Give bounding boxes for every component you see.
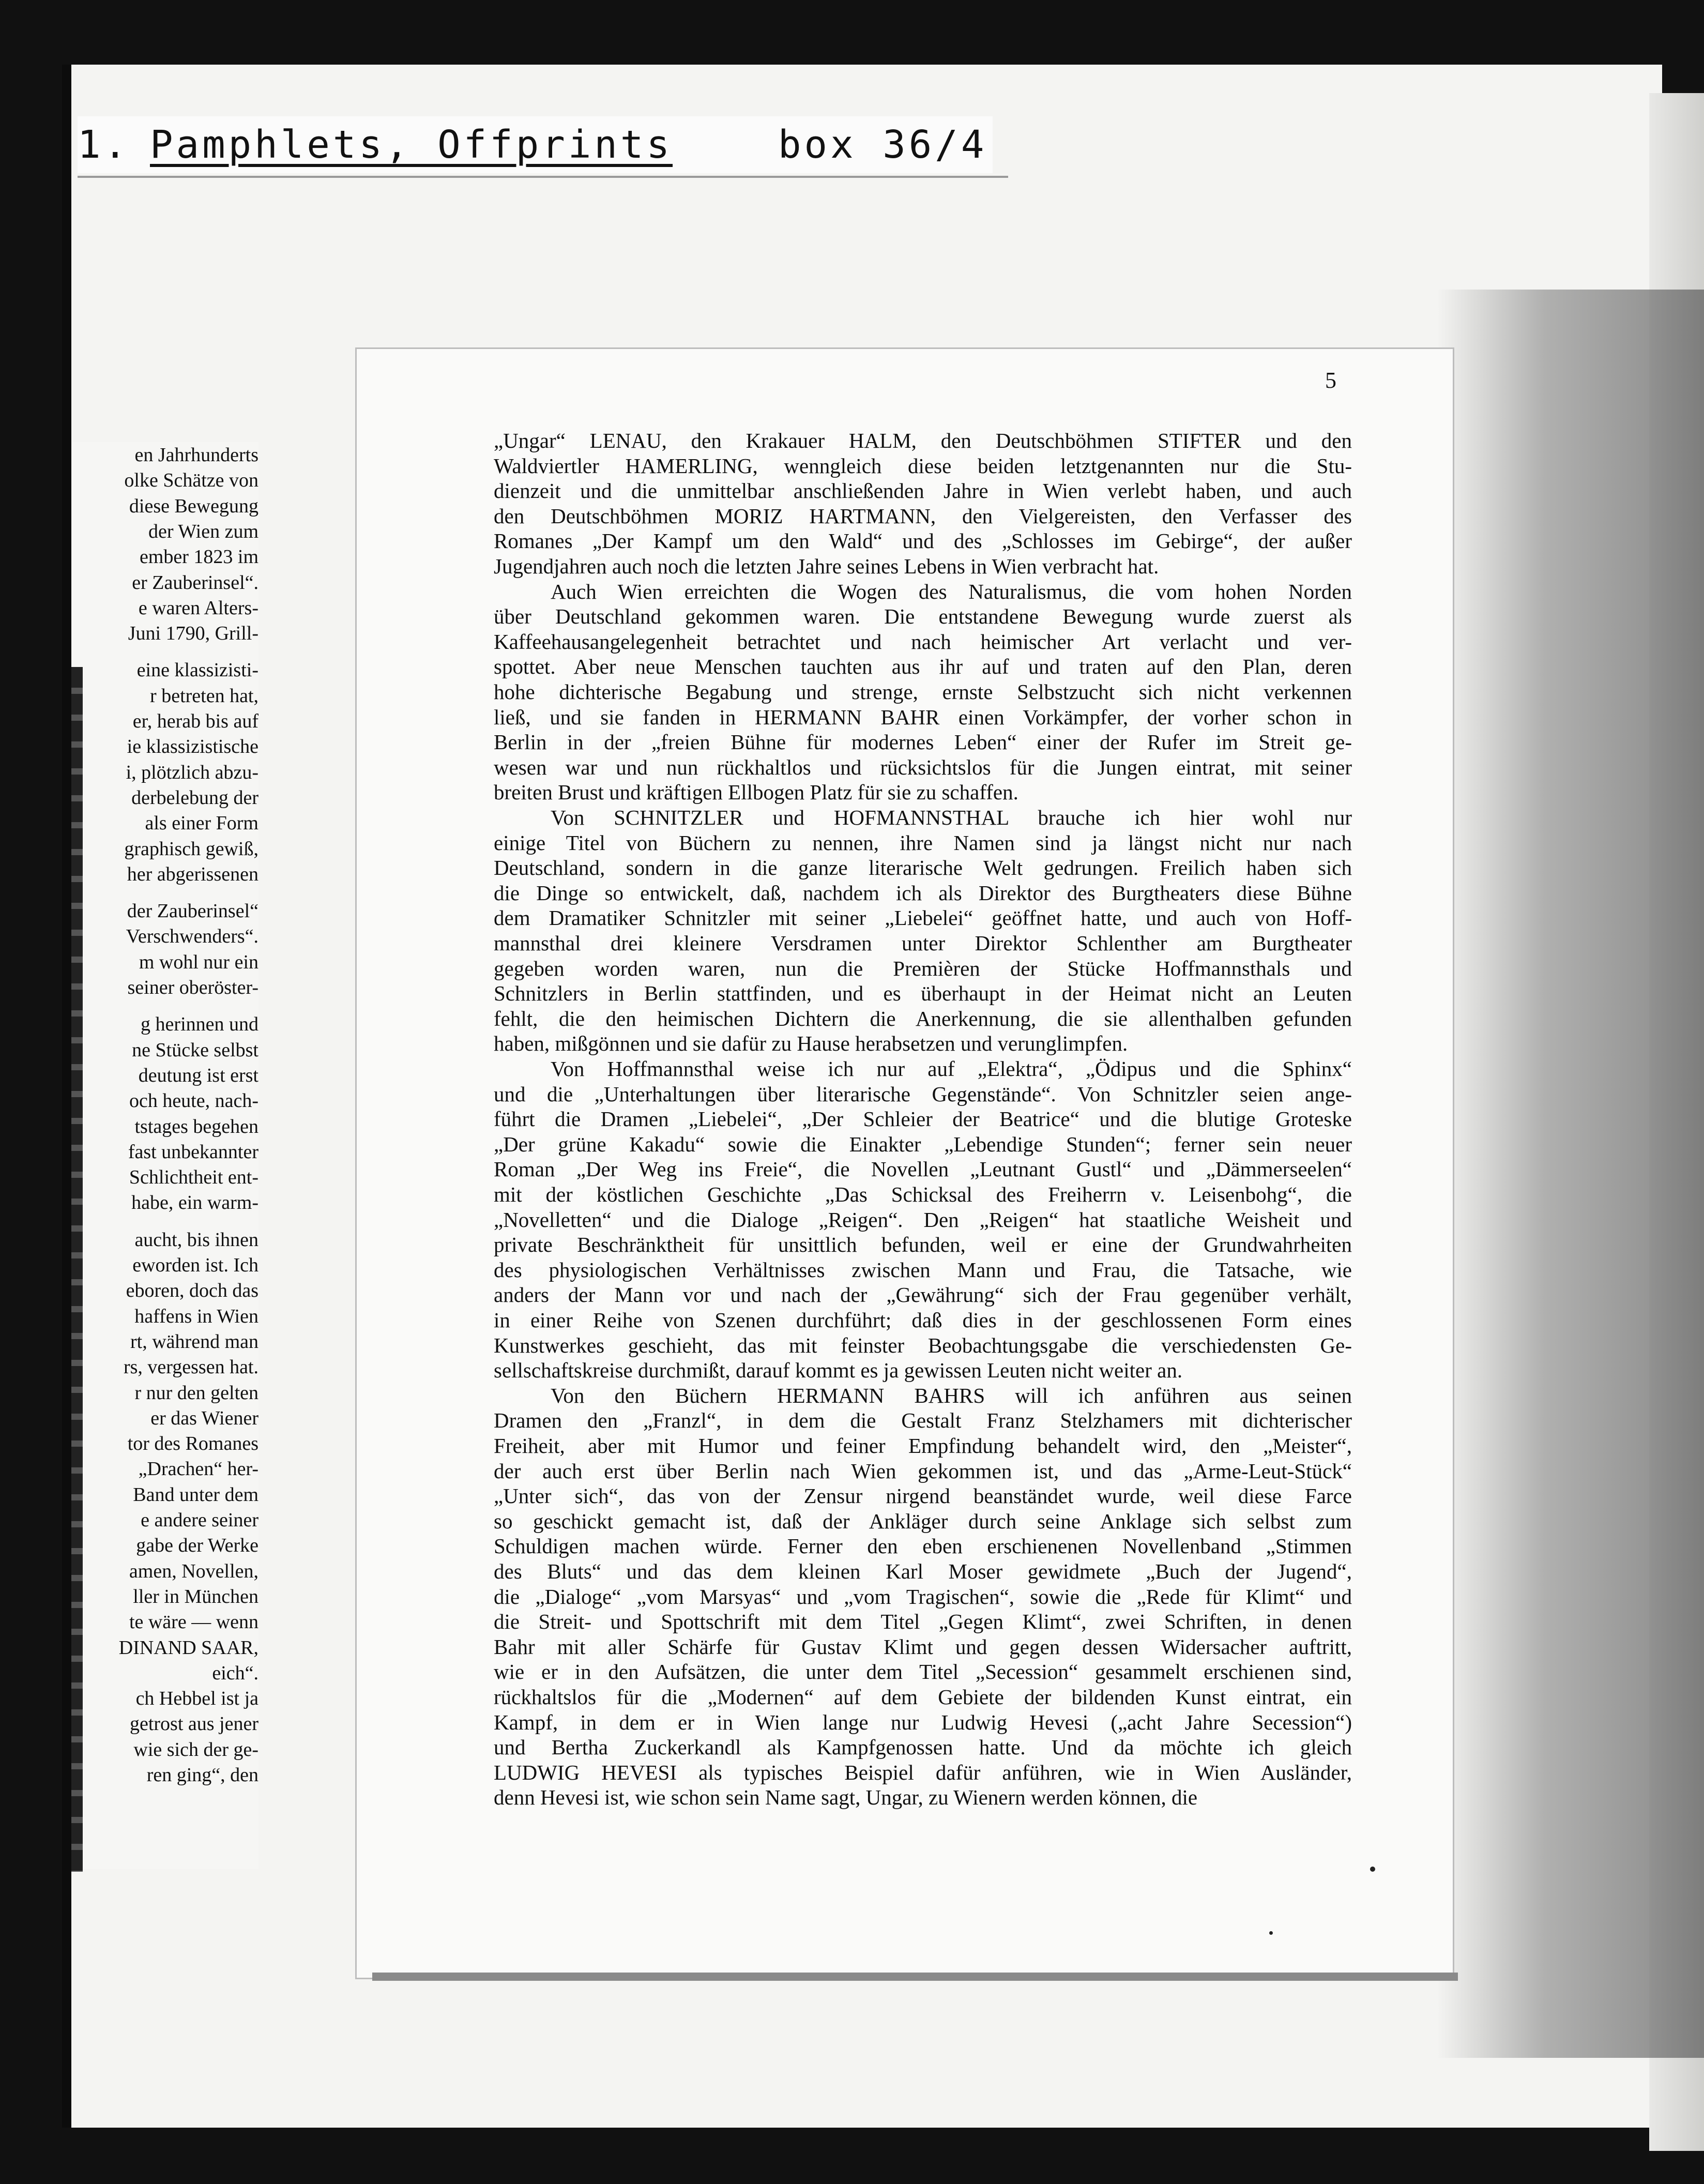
left-column-line: te wäre — wenn [129, 1611, 258, 1633]
text-line: dienzeit und die unmittelbar anschließenden Jahre in Wien verlebt haben, und auch [494, 479, 1352, 503]
page-number: 5 [1325, 368, 1336, 393]
left-column-line: der Wien zum [148, 520, 258, 542]
previous-page-column [72, 442, 258, 1869]
left-column-line: Juni 1790, Grill- [128, 623, 258, 645]
text-line: Von Hoffmannsthal weise ich nur auf „Elektra“, „Ödipus und die Sphinx“ [551, 1057, 1352, 1081]
text-line: wie er in den Aufsätzen, die unter dem Titel „Secession“ gesammelt erschienen sind, [494, 1660, 1352, 1684]
left-column-line: er das Wiener [150, 1407, 258, 1429]
text-line: die „Dialoge“ „vom Marsyas“ und „vom Tragischen“, sowie die „Rede für Klimt“ und [494, 1584, 1352, 1609]
text-line: die Streit- und Spottschrift mit dem Titel „Gegen Klimt“, zwei Schriften, in denen [494, 1610, 1352, 1634]
text-line: gegeben worden waren, nun die Premièren der Stücke Hoffmannsthals und [494, 956, 1352, 980]
left-column-line: e andere seiner [141, 1509, 258, 1531]
left-column-line: er, herab bis auf [132, 710, 258, 732]
label-series: Pamphlets, Offprints [150, 123, 673, 167]
text-line: über Deutschland gekommen waren. Die entstandene Bewegung wurde zuerst als [494, 604, 1352, 629]
left-column-line: ne Stücke selbst [132, 1039, 258, 1061]
left-column-line: DINAND SAAR, [118, 1636, 258, 1659]
text-line: wesen war und nun rückhaltlos und rücksichtslos für die Jungen eintrat, mit seiner [494, 755, 1352, 779]
left-column-line: och heute, nach- [129, 1090, 258, 1112]
text-line: der auch erst über Berlin nach Wien gekommen ist, und das „Arme-Leut-Stück“ [494, 1459, 1352, 1483]
left-column-line: aucht, bis ihnen [134, 1228, 258, 1251]
label-number: 1. [78, 123, 130, 167]
left-column-line: „Drachen“ her- [138, 1458, 258, 1480]
text-line: Kunstwerkes geschieht, das mit feinster Beobachtungsgabe die verschiedensten Ge- [494, 1333, 1352, 1357]
ink-speck [1370, 1867, 1375, 1872]
text-line: Kaffeehausangelegenheit betrachtet und nach heimischer Art verlacht und ver- [494, 629, 1352, 654]
sheet-left-border [62, 65, 71, 2128]
text-line: Bahr mit aller Schärfe für Gustav Klimt und gegen dessen Widersacher auftritt, [494, 1634, 1352, 1659]
text-line: in einer Reihe von Szenen durchführt; daß dies in der geschlossenen Form eines [494, 1308, 1352, 1332]
left-column-line: tor des Romanes [127, 1433, 258, 1455]
left-column-line: Band unter dem [133, 1483, 258, 1506]
left-column-line: e waren Alters- [138, 597, 258, 619]
text-line: Auch Wien erreichten die Wogen des Naturalismus, die vom hohen Norden [551, 579, 1352, 603]
text-line: „Unter sich“, das von der Zensur nirgend beanständet wurde, weil diese Farce [494, 1484, 1352, 1508]
text-line: Freiheit, aber mit Humor und feiner Empfindung behandelt wird, den „Meister“, [494, 1434, 1352, 1458]
left-column-line: r betreten hat, [150, 685, 258, 707]
left-column-line: m wohl nur ein [139, 951, 258, 973]
left-column-line: olke Schätze von [124, 469, 258, 492]
text-line: Von den Büchern HERMANN BAHRS will ich anführen aus seinen [551, 1383, 1352, 1407]
text-line: „Der grüne Kakadu“ sowie die Einakter „Lebendige Stunden“; ferner sein neuer [494, 1132, 1352, 1156]
left-column-line: i, plötzlich abzu- [126, 761, 258, 783]
left-column-line: seiner oberöster- [127, 977, 258, 998]
text-line: mannsthal drei kleinere Versdramen unter Direktor Schlenther am Burgtheater [494, 931, 1352, 955]
text-line: und die „Unterhaltungen über literarische Gegenstände“. Von Schnitzler seien ange- [494, 1082, 1352, 1106]
text-line: des physiologischen Verhältnisses zwischen Mann und Frau, die Tatsache, wie [494, 1257, 1352, 1282]
text-line: sellschaftskreise durchmißt, darauf kommt es ja gewissen Leuten nicht weiter an. [494, 1358, 1183, 1383]
label-box: box 36/4 [778, 123, 987, 167]
left-column-line: eboren, doch das [126, 1280, 258, 1302]
text-line: private Beschränktheit für unsittlich befunden, weil er eine der Grundwahrheiten [494, 1233, 1352, 1257]
text-line: spottet. Aber neue Menschen tauchten aus ihr auf und traten auf den Plan, deren [494, 655, 1352, 679]
text-line: Berlin in der „freien Bühne für modernes Leben“ einer der Rufer im Streit ge- [494, 730, 1352, 754]
text-line: Kampf, in dem er in Wien lange nur Ludwig Hevesi („acht Jahre Secession“) [494, 1710, 1352, 1734]
folder-label [78, 116, 993, 173]
left-column-line: Verschwenders“. [126, 926, 258, 948]
text-line: anders der Mann vor und nach der „Gewährung“ sich der Frau gegenüber verhält, [494, 1283, 1352, 1307]
text-line: dem Dramatiker Schnitzler mit seiner „Liebelei“ geöffnet hatte, und auch von Hoff- [494, 906, 1352, 930]
left-column-line: fast unbekannter [128, 1141, 258, 1163]
text-line: Von SCHNITZLER und HOFMANNSTHAL brauche ich hier wohl nur [551, 806, 1352, 829]
left-column-line: Schlichtheit ent- [129, 1166, 258, 1189]
text-line: so geschickt gemacht ist, daß der Ankläger durch seine Anklage sich selbst zum [494, 1509, 1352, 1533]
text-line: Deutschland, sondern in die ganze literarische Welt gedrungen. Freilich haben sich [494, 856, 1352, 880]
left-column-line: wie sich der ge- [133, 1738, 258, 1761]
text-line: den Deutschböhmen MORIZ HARTMANN, den Vielgereisten, den Verfasser des [494, 504, 1352, 528]
left-column-line: en Jahrhunderts [134, 444, 258, 466]
text-line: des Bluts“ und das dem kleinen Karl Moser gewidmete „Buch der Jugend“, [494, 1559, 1352, 1583]
previous-page-edge [71, 667, 83, 1872]
text-line: Dramen den „Franzl“, in dem die Gestalt Franz Stelzhamers mit dichterischer [494, 1408, 1352, 1433]
left-column-line: r nur den gelten [134, 1382, 258, 1404]
left-column-line: eich“. [212, 1662, 258, 1684]
text-line: fehlt, die den heimischen Dichtern die Anerkennung, die sie allenthalben gefunden [494, 1006, 1352, 1030]
text-line: „Novelletten“ und die Dialoge „Reigen“. Den „Reigen“ hat staatliche Weisheit und [494, 1207, 1352, 1232]
text-line: Waldviertler HAMERLING, wenngleich diese beiden letztgenannten nur die Stu- [494, 453, 1352, 478]
label-rule [78, 176, 1008, 178]
left-column-line: diese Bewegung [129, 495, 258, 517]
left-column-line: ie klassizistische [127, 736, 258, 758]
text-line: breiten Brust und kräftigen Ellbogen Platz für sie zu schaffen. [494, 780, 1018, 805]
left-column-line: ember 1823 im [139, 546, 258, 568]
left-column-line: tstages begehen [134, 1115, 258, 1138]
text-line: einige Titel von Büchern zu nennen, ihre Namen sind ja längst nicht nur nach [494, 830, 1352, 855]
left-column-line: getrost aus jener [129, 1713, 258, 1735]
left-column-line: eine klassizisti- [136, 659, 258, 681]
left-column-line: habe, ein warm- [131, 1192, 258, 1214]
text-line: Schnitzlers in Berlin stattfinden, und es überhaupt in der Heimat nicht an Leuten [494, 981, 1352, 1006]
text-line: Romanes „Der Kampf um den Wald“ und des „Schlosses im Gebirge“, der außer [494, 529, 1352, 553]
left-column-line: rt, während man [130, 1330, 258, 1353]
ink-speck [1269, 1931, 1273, 1935]
text-line: ließ, und sie fanden in HERMANN BAHR einen Vorkämpfer, der vorher schon in [494, 705, 1352, 729]
left-column-line: amen, Novellen, [129, 1560, 258, 1582]
text-line: LUDWIG HEVESI als typisches Beispiel dafür anführen, wie in Wien Ausländer, [494, 1760, 1352, 1784]
text-line: die Dinge so entwickelt, daß, nachdem ich als Direktor des Burgtheaters diese Bühne [494, 881, 1352, 905]
text-line: führt die Dramen „Liebelei“, „Der Schleier der Beatrice“ und die blutige Groteske [494, 1107, 1352, 1131]
text-line: Jugendjahren auch noch die letzten Jahre seines Lebens in Wien verbracht hat. [494, 554, 1159, 578]
left-column-line: eworden ist. Ich [132, 1254, 258, 1276]
left-column-line: gabe der Werke [136, 1535, 258, 1557]
left-column-line: her abgerissenen [127, 863, 258, 885]
text-line: „Ungar“ LENAU, den Krakauer HALM, den Deutschböhmen STIFTER und den [494, 429, 1352, 452]
left-column-line: derbelebung der [131, 786, 258, 809]
left-column-line: haffens in Wien [134, 1305, 258, 1327]
text-line: hohe dichterische Begabung und strenge, ernste Selbstzucht sich nicht verkennen [494, 680, 1352, 704]
left-column-line: rs, vergessen hat. [123, 1356, 258, 1378]
text-line: haben, mißgönnen und sie dafür zu Hause herabsetzen und verunglimpfen. [494, 1032, 1128, 1056]
page-shadow [1437, 290, 1704, 2058]
text-line: denn Hevesi ist, wie schon sein Name sagt, Ungar, zu Wienern werden können, die [494, 1785, 1198, 1810]
left-column-line: ch Hebbel ist ja [135, 1688, 258, 1710]
left-column-line: ren ging“, den [146, 1764, 258, 1786]
left-column-line: ller in München [133, 1585, 258, 1607]
page-bottom-edge [372, 1973, 1458, 1981]
left-column-line: graphisch gewiß, [124, 838, 258, 860]
text-line: rückhaltslos für die „Modernen“ auf dem Gebiete der bildenden Kunst eintrat, ein [494, 1685, 1352, 1709]
text-line: mit der köstlichen Geschichte „Das Schicksal des Freiherrn v. Leisenbohg“, die [494, 1182, 1352, 1206]
text-line: Roman „Der Weg ins Freie“, die Novellen „Leutnant Gustl“ und „Dämmerseelen“ [494, 1157, 1352, 1181]
left-column-line: der Zauberinsel“ [127, 900, 258, 922]
text-line: Schuldigen machen würde. Ferner den eben erschienenen Novellenband „Stimmen [494, 1534, 1352, 1558]
text-line: und Bertha Zuckerkandl als Kampfgenossen hatte. Und da möchte ich gleich [494, 1735, 1352, 1760]
left-column-line: deutung ist erst [138, 1064, 258, 1086]
left-column-line: als einer Form [145, 812, 258, 835]
left-column-line: er Zauberinsel“. [132, 571, 258, 594]
left-column-line: g herinnen und [141, 1013, 258, 1036]
